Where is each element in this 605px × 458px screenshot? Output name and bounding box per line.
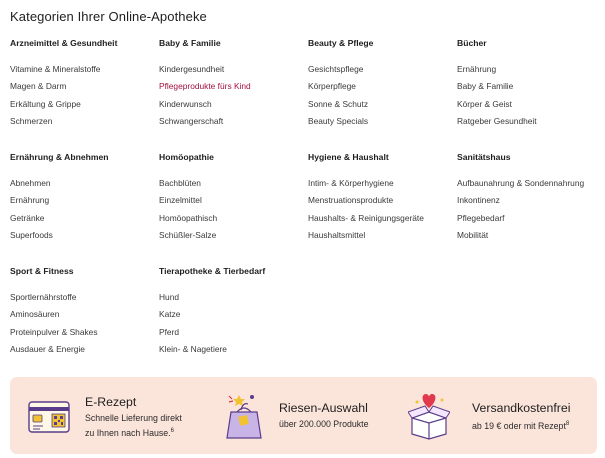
category-heading[interactable]: Homöopathie	[159, 152, 214, 162]
category-link[interactable]: Ratgeber Gesundheit	[457, 116, 537, 127]
category-heading[interactable]: Hygiene & Haushalt	[308, 152, 389, 162]
category-link[interactable]: Getränke	[10, 212, 45, 223]
category-link[interactable]: Schüßler-Salze	[159, 230, 217, 241]
category-link[interactable]: Vitamine & Mineralstoffe	[10, 64, 101, 74]
category-link[interactable]: Haushalts- & Reinigungsgeräte	[308, 212, 424, 223]
e-prescription-card-icon	[28, 401, 70, 435]
category-link[interactable]: Ausdauer & Energie	[10, 344, 85, 355]
footnote-marker: 8	[565, 421, 570, 427]
gift-box-heart-icon	[408, 392, 450, 440]
usp-erezept-line1: Schnelle Lieferung direkt	[85, 413, 182, 423]
category-heading[interactable]: Arzneimittel & Gesundheit	[10, 38, 118, 48]
category-link-active[interactable]: Pflegeprodukte fürs Kind	[159, 81, 251, 92]
category-link[interactable]: Proteinpulver & Shakes	[10, 326, 98, 337]
category-link[interactable]: Erkältung & Grippe	[10, 98, 81, 109]
category-link[interactable]: Pflegebedarf	[457, 212, 505, 223]
category-link[interactable]: Körper & Geist	[457, 98, 512, 109]
category-heading[interactable]: Bücher	[457, 38, 487, 48]
category-link[interactable]: Aufbaunahrung & Sondennahrung	[457, 178, 585, 188]
category-link[interactable]: Kinderwunsch	[159, 98, 212, 109]
category-link[interactable]: Gesichtspflege	[308, 64, 364, 74]
category-link[interactable]: Abnehmen	[10, 178, 51, 188]
usp-versand-line1: ab 19 € oder mit Rezept$^8$	[472, 421, 570, 431]
category-link[interactable]: Sportlernährstoffe	[10, 292, 77, 302]
category-link[interactable]: Intim- & Körperhygiene	[308, 178, 394, 188]
category-column	[10, 38, 159, 152]
shopping-bag-icon	[221, 390, 267, 440]
category-link[interactable]: Homöopathisch	[159, 212, 218, 223]
category-link[interactable]: Beauty Specials	[308, 116, 369, 127]
category-heading[interactable]: Baby & Familie	[159, 38, 221, 48]
category-heading[interactable]: Ernährung & Abnehmen	[10, 152, 109, 162]
category-link[interactable]: Superfoods	[10, 230, 53, 241]
category-link[interactable]: Haushaltsmittel	[308, 230, 366, 241]
category-link[interactable]: Magen & Darm	[10, 81, 67, 92]
category-link[interactable]: Pferd	[159, 326, 180, 337]
category-link[interactable]: Inkontinenz	[457, 195, 500, 206]
category-link[interactable]: Körperpflege	[308, 81, 356, 92]
category-column	[159, 38, 308, 152]
category-column	[457, 152, 600, 266]
footnote-marker: 6	[170, 428, 174, 434]
usp-erezept-line2: zu Ihnen nach Hause.$^6$	[85, 428, 174, 438]
category-link[interactable]: Sonne & Schutz	[308, 98, 369, 109]
category-column	[10, 266, 159, 380]
category-link[interactable]: Katze	[159, 309, 181, 320]
category-column	[308, 152, 457, 266]
usp-auswahl-line1: über 200.000 Produkte	[279, 419, 369, 429]
category-heading[interactable]: Tierapotheke & Tierbedarf	[159, 266, 266, 276]
category-link[interactable]: Ernährung	[10, 195, 50, 206]
category-link[interactable]: Ernährung	[457, 64, 497, 74]
category-link[interactable]: Hund	[159, 292, 180, 302]
category-link[interactable]: Aminosäuren	[10, 309, 60, 320]
category-column	[159, 152, 308, 266]
category-heading[interactable]: Sport & Fitness	[10, 266, 74, 276]
category-heading[interactable]: Beauty & Pflege	[308, 38, 374, 48]
category-link[interactable]: Kindergesundheit	[159, 64, 225, 74]
usp-erezept-title: E-Rezept	[85, 395, 137, 409]
category-column	[308, 38, 457, 152]
category-link[interactable]: Einzelmittel	[159, 195, 202, 206]
category-link[interactable]: Bachblüten	[159, 178, 201, 188]
category-link[interactable]: Mobilität	[457, 230, 489, 241]
category-link[interactable]: Schwangerschaft	[159, 116, 224, 127]
usp-auswahl-title: Riesen-Auswahl	[279, 401, 368, 415]
usp-banner	[10, 377, 597, 454]
category-link[interactable]: Baby & Familie	[457, 81, 514, 92]
page-title: Kategorien Ihrer Online-Apotheke	[10, 9, 207, 24]
category-link[interactable]: Schmerzen	[10, 116, 53, 127]
usp-versand-title: Versandkostenfrei	[472, 401, 571, 415]
category-link[interactable]: Menstruationsprodukte	[308, 195, 394, 206]
category-column	[10, 152, 159, 266]
category-grid	[10, 38, 600, 380]
category-column	[159, 266, 308, 380]
category-column	[457, 38, 600, 152]
category-heading[interactable]: Sanitätshaus	[457, 152, 511, 162]
category-link[interactable]: Klein- & Nagetiere	[159, 344, 227, 355]
